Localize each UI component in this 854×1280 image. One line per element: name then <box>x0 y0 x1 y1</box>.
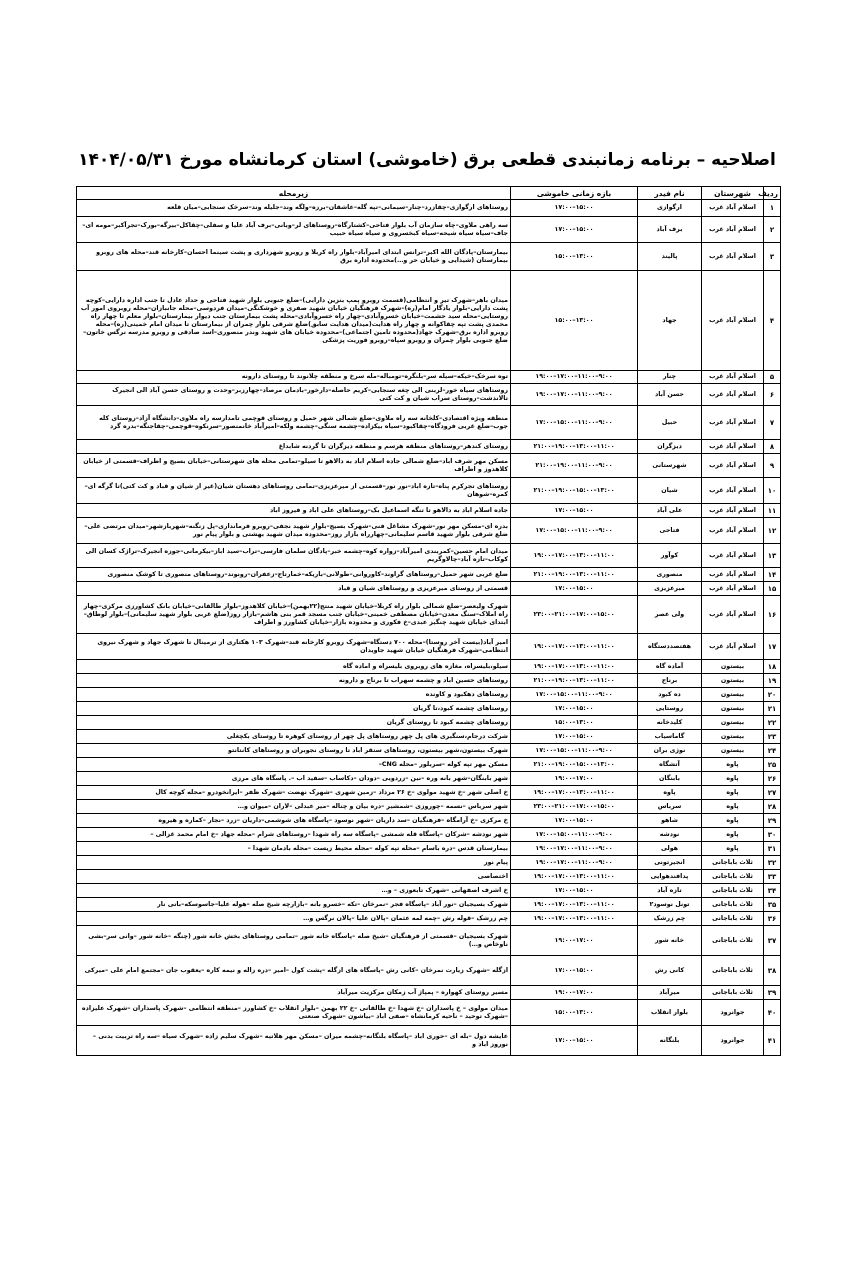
cell-feeder-name: کلیدخانه <box>638 716 702 730</box>
cell-outage-window: ۱۵:۰۰–۱۷:۰۰ <box>511 814 638 828</box>
cell-row-number: ۴ <box>764 271 781 371</box>
cell-feeder-name: حبیل <box>638 406 702 440</box>
cell-feeder-name: میرآباد <box>638 986 702 1000</box>
cell-outage-window: ۱۷:۰۰–۱۹:۰۰ <box>511 926 638 956</box>
cell-feeder-name: میرعزیزی <box>638 582 702 596</box>
cell-areas: میدان امام حسین–کمربندی امیرآباد–زواره کوه–چشمه خبر–پادگان سلمان فارسی–تراب–سید اباز–بیکرمانی–جوزه انجیرک–تراژک کسان الی کوکاب–تازه آباد–چالاوگریم <box>77 544 511 568</box>
cell-feeder-name: پالیند <box>638 243 702 271</box>
cell-areas: توه سرخک–خیکه–سیله سر–بلنگره–تومباله–مله سرخ و منطقه چلانوند تا روستای دارونه <box>77 371 511 384</box>
cell-feeder-name: سرباس <box>638 800 702 814</box>
cell-row-number: ۱۸ <box>764 660 781 674</box>
cell-row-number: ۳۴ <box>764 884 781 898</box>
cell-outage-window: ۱۳:۰۰–۱۵:۰۰ <box>511 1000 638 1026</box>
cell-outage-window: ۹:۰۰–۱۱:۰۰–۱۷:۰۰–۱۹:۰۰ <box>511 856 638 870</box>
cell-county: اسلام آباد غرب <box>702 478 764 504</box>
cell-outage-window: ۹:۰۰–۱۱:۰۰–۱۵:۰۰–۱۷:۰۰ <box>511 406 638 440</box>
cell-outage-window: ۹:۰۰–۱۱:۰۰–۱۵:۰۰–۱۷:۰۰ <box>511 518 638 544</box>
cell-feeder-name: بلنگانه <box>638 1026 702 1056</box>
table-row <box>77 758 781 772</box>
table-row <box>77 912 781 926</box>
cell-feeder-name: چنار <box>638 371 702 384</box>
cell-areas: شرکت درجام،سنگبری های پل چهر روستاهای پل چهر از روستای کوهره تا روستای بکچغلی <box>77 730 511 744</box>
cell-county: جوانرود <box>702 1000 764 1026</box>
table-row <box>77 772 781 786</box>
cell-feeder-name: تازه آباد <box>638 884 702 898</box>
cell-row-number: ۱۹ <box>764 674 781 688</box>
table-row <box>77 730 781 744</box>
cell-outage-window: ۹:۰۰–۱۱:۰۰–۱۹:۰۰–۲۱:۰۰ <box>511 454 638 478</box>
cell-outage-window: ۱۵:۰۰–۱۷:۰۰ <box>511 1026 638 1056</box>
cell-feeder-name: بابنگان <box>638 772 702 786</box>
cell-outage-window: ۱۷:۰۰–۱۹:۰۰ <box>511 772 638 786</box>
cell-areas: جاده اسلام اباد به دالاهو تا تنگه اسماعیل بک–روستاهای علی اباد و فیروز اباد <box>77 504 511 518</box>
cell-row-number: ۱ <box>764 200 781 217</box>
table-row <box>77 856 781 870</box>
cell-county: پاوه <box>702 814 764 828</box>
cell-outage-window: ۱۵:۰۰–۱۷:۰۰ <box>511 504 638 518</box>
cell-feeder-name: چم زرشک <box>638 912 702 926</box>
header-feeder-name: نام فیدر <box>638 187 702 200</box>
cell-row-number: ۳۸ <box>764 956 781 986</box>
cell-outage-window: ۱۵:۰۰–۱۷:۰۰ <box>511 884 638 898</box>
cell-row-number: ۲۷ <box>764 786 781 800</box>
cell-feeder-name: خانه شور <box>638 926 702 956</box>
outage-schedule-table <box>76 186 781 1056</box>
table-row <box>77 384 781 406</box>
cell-county: اسلام آباد غرب <box>702 371 764 384</box>
cell-areas: ضلع غربی شهر حمیل–روستاهای گراوند–کاوروانی–طولانی–باریکه–خمارتاج–زعفران–رونوند–روستاهای منصوری تا کوشک منصوری <box>77 568 511 582</box>
cell-feeder-name: فتاحی <box>638 518 702 544</box>
cell-row-number: ۳۶ <box>764 912 781 926</box>
cell-outage-window: ۱۵:۰۰–۱۷:۰۰ <box>511 582 638 596</box>
cell-row-number: ۱۱ <box>764 504 781 518</box>
table-row <box>77 634 781 660</box>
cell-county: بیستون <box>702 716 764 730</box>
cell-feeder-name: نودشه <box>638 828 702 842</box>
cell-areas: بیمارستان قدس –دره باسام –محله تپه کوله –محله محیط زیست –محله بادمان شهدا – <box>77 842 511 856</box>
cell-row-number: ۴۱ <box>764 1026 781 1056</box>
cell-areas: شهرک بسیجیان –قسمتی از فرهنگیان –شیخ صله –پاسگاه خانه شور –تمامی روستاهای بخش خانه شور (چنگه –خانه شور –وانی سر–بشی ناوخاص و…) <box>77 926 511 956</box>
table-row <box>77 926 781 956</box>
table-header-row <box>77 187 781 200</box>
cell-outage-window: ۱۱:۰۰–۱۳:۰۰–۱۹:۰۰–۲۱:۰۰ <box>511 440 638 454</box>
cell-county: اسلام آباد غرب <box>702 596 764 634</box>
table-row <box>77 371 781 384</box>
table-row <box>77 702 781 716</box>
cell-county: ثلاث باباجانی <box>702 912 764 926</box>
cell-outage-window: ۱۵:۰۰–۱۷:۰۰ <box>511 730 638 744</box>
table-row <box>77 744 781 758</box>
header-row-number: ردیف <box>764 187 781 200</box>
cell-row-number: ۱۷ <box>764 634 781 660</box>
cell-row-number: ۶ <box>764 384 781 406</box>
cell-feeder-name: منصوری <box>638 568 702 582</box>
cell-row-number: ۲۴ <box>764 744 781 758</box>
table-row <box>77 786 781 800</box>
cell-county: پاوه <box>702 758 764 772</box>
cell-row-number: ۳۹ <box>764 986 781 1000</box>
cell-feeder-name: کوآور <box>638 544 702 568</box>
table-row <box>77 544 781 568</box>
table-row <box>77 243 781 271</box>
cell-county: ثلاث باباجانی <box>702 870 764 884</box>
table-row <box>77 217 781 243</box>
cell-feeder-name: شاهو <box>638 814 702 828</box>
cell-feeder-name: هفتصددستگاه <box>638 634 702 660</box>
cell-feeder-name: آتشگاه <box>638 758 702 772</box>
table-row <box>77 200 781 217</box>
cell-feeder-name: ده کبود <box>638 688 702 702</box>
cell-county: اسلام آباد غرب <box>702 504 764 518</box>
cell-areas: مسیر روستای کهواره – پمپاژ آب زمکان مرکزیت میرآباد <box>77 986 511 1000</box>
cell-areas: شهر سرباس –نسمه –چوروزی –شمشیر –دره بیان و چناله –میر عبدلی –لاران –میوان و… <box>77 800 511 814</box>
cell-row-number: ۳۵ <box>764 898 781 912</box>
cell-areas: خ اصلی شهر –خ شهید مولوی –خ ۲۶ مرداد –زمین شهری –شهرک نهضت –شهرک ظفر –ایرانخودرو –محله کوچه کال <box>77 786 511 800</box>
cell-outage-window: ۱۵:۰۰–۱۷:۰۰–۲۱:۰۰–۲۳:۰۰ <box>511 596 638 634</box>
cell-areas: بدره ای–مسکن مهر نور–شهرک مشاغل فنی–شهرک بسیج–بلوار شهید نجفی–روبرو فرمانداری–پل زنگنه–شهربازشهر–میدان مرتضی علی–ضلع شرقی بلوار شهید قاسم سلیمانی–چهارراه بازار روز–محدوده میدان شهید بهشتی و بلوار پیام نور <box>77 518 511 544</box>
cell-row-number: ۲۸ <box>764 800 781 814</box>
table-row <box>77 870 781 884</box>
cell-outage-window: ۹:۰۰–۱۱:۰۰–۱۷:۰۰–۱۹:۰۰ <box>511 371 638 384</box>
cell-outage-window: ۱۱:۰۰–۱۳:۰۰–۱۹:۰۰–۲۱:۰۰ <box>511 674 638 688</box>
table-row <box>77 271 781 371</box>
table-row <box>77 674 781 688</box>
table-row <box>77 688 781 702</box>
cell-outage-window: ۹:۰۰–۱۱:۰۰–۱۷:۰۰–۱۹:۰۰ <box>511 384 638 406</box>
cell-areas: شهر بابنگان–شهر بانه وره –نین –زردویی –دودان –دکاساب –سفید اب –. پاسگاه های مرزی <box>77 772 511 786</box>
cell-county: بیستون <box>702 660 764 674</box>
cell-row-number: ۲۶ <box>764 772 781 786</box>
cell-row-number: ۷ <box>764 406 781 440</box>
table-row <box>77 800 781 814</box>
cell-outage-window: ۱۱:۰۰–۱۳:۰۰–۱۷:۰۰–۱۹:۰۰ <box>511 870 638 884</box>
cell-row-number: ۲ <box>764 217 781 243</box>
cell-feeder-name: برف آباد <box>638 217 702 243</box>
cell-county: ثلاث باباجانی <box>702 956 764 986</box>
cell-row-number: ۳۱ <box>764 842 781 856</box>
table-row <box>77 884 781 898</box>
cell-row-number: ۱۳ <box>764 544 781 568</box>
cell-areas: شهرک بیستون،شهر بیستون، روستاهای سنقر اباد تا روستای نجوبران و روستاهای کانتانتو <box>77 744 511 758</box>
table-row <box>77 898 781 912</box>
table-row <box>77 582 781 596</box>
cell-outage-window: ۹:۰۰–۱۱:۰۰–۱۵:۰۰–۱۷:۰۰ <box>511 688 638 702</box>
cell-county: بیستون <box>702 744 764 758</box>
cell-areas: روستاهای دهکبود و کاونده <box>77 688 511 702</box>
cell-county: اسلام آباد غرب <box>702 384 764 406</box>
cell-county: اسلام آباد غرب <box>702 582 764 596</box>
cell-outage-window: ۹:۰۰–۱۱:۰۰–۱۷:۰۰–۱۹:۰۰ <box>511 842 638 856</box>
cell-row-number: ۹ <box>764 454 781 478</box>
cell-feeder-name: پدافندهوایی <box>638 870 702 884</box>
table-row <box>77 814 781 828</box>
cell-feeder-name: آماده گاه <box>638 660 702 674</box>
cell-county: ثلاث باباجانی <box>702 856 764 870</box>
cell-feeder-name: حسن آباد <box>638 384 702 406</box>
cell-areas: خ اشرف اصفهانی –شهرک تابعوزی – و… <box>77 884 511 898</box>
cell-areas: مسکن مهر شرف اباد–ضلع شمالی جاده اسلام اباد به دالاهو تا سیلو–تمامی محله های شهرستانی–خیابان بسیج و اطراف–قسمتی از خیابان کلاهدوز و اطراف <box>77 454 511 478</box>
cell-feeder-name: دیزگران <box>638 440 702 454</box>
cell-row-number: ۲۰ <box>764 688 781 702</box>
table-row <box>77 1026 781 1056</box>
cell-row-number: ۳۲ <box>764 856 781 870</box>
cell-county: ثلاث باباجانی <box>702 986 764 1000</box>
cell-areas: پیام نور <box>77 856 511 870</box>
cell-outage-window: ۱۱:۰۰–۱۳:۰۰–۱۹:۰۰–۲۱:۰۰ <box>511 568 638 582</box>
cell-areas: سیلو،بلیسراه، مغازه های روبروی بلیسراه و اماده گاه <box>77 660 511 674</box>
cell-county: اسلام آباد غرب <box>702 406 764 440</box>
cell-feeder-name: ولی عصر <box>638 596 702 634</box>
cell-row-number: ۸ <box>764 440 781 454</box>
cell-row-number: ۱۶ <box>764 596 781 634</box>
header-county: شهرستان <box>702 187 764 200</box>
cell-row-number: ۲۹ <box>764 814 781 828</box>
cell-county: اسلام آباد غرب <box>702 634 764 660</box>
cell-areas: روستاهای چشمه کبود تا روستای گریان <box>77 716 511 730</box>
table-row <box>77 828 781 842</box>
cell-row-number: ۱۴ <box>764 568 781 582</box>
cell-county: اسلام آباد غرب <box>702 440 764 454</box>
cell-feeder-name: نوژی بران <box>638 744 702 758</box>
cell-outage-window: ۱۳:۰۰–۱۵:۰۰ <box>511 271 638 371</box>
cell-county: پاوه <box>702 800 764 814</box>
cell-county: پاوه <box>702 772 764 786</box>
cell-row-number: ۲۲ <box>764 716 781 730</box>
cell-feeder-name: کانی رش <box>638 956 702 986</box>
cell-feeder-name: تونل نوسود۲ <box>638 898 702 912</box>
cell-county: اسلام آباد غرب <box>702 518 764 544</box>
cell-areas: میدان باهر–شهرک تیر و انتظامی(قسمت روبرو پمپ بنزین دارایی)–ضلع جنوبی بلوار شهید فتاحی و حداد عادل تا جنب اداره دارایی–کوچه پشت دارایی–بلوار یادگار امام(ره)–شهرک فرهنگیان خیابان شهید صفری و خوشکنگی–میدان فردوسی–محله جانبازان–محله روبروی امور آب روستایی–محله سید حشمت–خیابان خسروآبادی–چهار راه خسروآبادی–محله پشت بیمارستان جنب دیوار بیمارستان–بلوار معلم تا چهار راه محمدی پشت تپه چقاکوانه و چهار راه هدایت(میدان هدایت سابق)ضلع شرقی بلوار چمران از بیمارستان تا میدان امام خمینی(ره)–محله روبرو اداره برق–شهرک جهاد(محدوده تامین اجتماعی)–محدوده خیابان های شهید وندر منصوری–اسد صادقی و روبرو مدرسه نرگس خاتون–ضلع جنوبی بلوار چمران و روبرو سپاه–روبرو فوریت پزشکی <box>77 271 511 371</box>
cell-county: ثلاث باباجانی <box>702 898 764 912</box>
cell-areas: روستاهای ارگوازی–چقازرد–چنار–سیمانی–تپه گله–عاشقان–برزه–ولگه وند–جلیله وند–سرخک سنجابی–میان قلعه <box>77 200 511 217</box>
cell-outage-window: ۱۱:۰۰–۱۳:۰۰–۱۷:۰۰–۱۹:۰۰ <box>511 634 638 660</box>
cell-county: پاوه <box>702 828 764 842</box>
cell-outage-window: ۱۱:۰۰–۱۳:۰۰–۱۷:۰۰–۱۹:۰۰ <box>511 786 638 800</box>
table-row <box>77 842 781 856</box>
cell-row-number: ۳۰ <box>764 828 781 842</box>
cell-areas: شهرک ولیعصر–ضلع شمالی بلوار راه کربلا–خیابان شهید منتج(۲۲بهمن)–خیابان کلاهدوز–بلوار طالقانی–خیابان بانک کشاورزی مرکزی–چهار راه املاک–سنگ معدن–خیابان مصطفی خمینی–خیابان جنب مسجد قمر بنی هاشم–بازار روز(ضلع غربی بلوار شهید سلیمانی)–بلوار لوطاق–ابتدای خیابان شهید چنگیز عبدی–خ فکوری و محدوده بازار–خیابان کشاورز و اطراف <box>77 596 511 634</box>
page-title: اصلاحیه – برنامه زمانبندی قطعی برق (خاموشی) استان کرمانشاه مورخ ۱۴۰۴/۰۵/۳۱ <box>78 150 776 170</box>
cell-areas: امیر آباد(بیست آخر روستا)–محله ۷۰۰ دستگاه–شهرک روبرو کارخانه قند–شهرک ۱۰۳ هکتاری از ترمینال تا شهرک جهاد و شهرک نیروی انتظامی–شهرک فرهنگیان خیابان شهید جاویدان <box>77 634 511 660</box>
cell-outage-window: ۱۱:۰۰–۱۳:۰۰–۱۷:۰۰–۱۹:۰۰ <box>511 898 638 912</box>
cell-outage-window: ۱۵:۰۰–۱۷:۰۰ <box>511 200 638 217</box>
cell-areas: روستای کندهر–روستاهای منطقه هرسم و منطقه دیزگران تا گردنه شابداغ <box>77 440 511 454</box>
cell-feeder-name: جهاد <box>638 271 702 371</box>
cell-areas: سه راهی ملاوی–چاه سازمان آب بلوار فتاحی–کشتارگاه–روستاهای لر–وبانی–برف آباد علیا و سفلی–چقاکل–بیرگه–بورک–تجرآکبر–مومه ای–جاف–سیاه سیاه شیحه–سیاه کبخسروی و سیاه سیاه حبیب <box>77 217 511 243</box>
cell-feeder-name: هولی <box>638 842 702 856</box>
table-row <box>77 596 781 634</box>
cell-areas: روستاهای چشمه کبود،تا گریان <box>77 702 511 716</box>
cell-county: جوانرود <box>702 1026 764 1056</box>
cell-feeder-name: شیان <box>638 478 702 504</box>
cell-row-number: ۲۱ <box>764 702 781 716</box>
cell-feeder-name: بلوار انقلاب <box>638 1000 702 1026</box>
table-row <box>77 440 781 454</box>
cell-row-number: ۲۳ <box>764 730 781 744</box>
cell-county: اسلام آباد غرب <box>702 243 764 271</box>
cell-areas: شهرک بسیجیان –نور آباد –پاسگاه فجر –نمرخان –تکه –خسرو بانه –بازارچه شیخ صله –هوله علیا–جاسوسکه–بانی نار <box>77 898 511 912</box>
cell-outage-window: ۹:۰۰–۱۱:۰۰–۱۵:۰۰–۱۷:۰۰ <box>511 744 638 758</box>
cell-row-number: ۱۰ <box>764 478 781 504</box>
cell-feeder-name: شهرستانی <box>638 454 702 478</box>
cell-county: بیستون <box>702 730 764 744</box>
cell-areas: شهر نودشه –شرکان –پاسگاه قله شمشی –پاسگاه سه راه شهدا –روستاهای شرام –محله جهاد –خ امام محمد غزالی – <box>77 828 511 842</box>
cell-row-number: ۳ <box>764 243 781 271</box>
table-row <box>77 1000 781 1026</box>
cell-county: ثلاث باباجانی <box>702 884 764 898</box>
table-row <box>77 406 781 440</box>
cell-outage-window: ۱۳:۰۰–۱۵:۰۰–۱۹:۰۰–۲۱:۰۰ <box>511 758 638 772</box>
cell-county: پاوه <box>702 786 764 800</box>
header-areas: زیرمحله <box>77 187 511 200</box>
cell-feeder-name: پاوه <box>638 786 702 800</box>
cell-areas: روستاهای حسین اباد و چشمه سهراب تا برناج و دارونه <box>77 674 511 688</box>
cell-areas: منطقه ویژه اقتصادی–کلخانه سه راه ملاوی–ضلع شمالی شهر حمیل و روستای قوچمی تامدارسه راه ملاوی–دانشگاه آزاد–روستای کله جوب–ضلع غربی فرودگاه–چقاکبود–سیاه بیکزاده–چشمه سنگی–چشمه ولکه–امیرآباد خانمنصور–سرنکوه–قوچمی–چقاجنگه–بدره گرد <box>77 406 511 440</box>
cell-areas: عایشه دول –بله ای –حوری اباد –پاسگاه بلنگانه–چشمه میران –مسکن مهر هلاتیه –شهرک سلیم زاده –شهرک سیاه –سه راه تربیت بدنی –نوروز اباد و <box>77 1026 511 1056</box>
cell-outage-window: ۱۳:۰۰–۱۵:۰۰–۱۹:۰۰–۲۱:۰۰ <box>511 478 638 504</box>
cell-county: پاوه <box>702 842 764 856</box>
cell-feeder-name: علی آباد <box>638 504 702 518</box>
table-row <box>77 478 781 504</box>
cell-county: اسلام آباد غرب <box>702 454 764 478</box>
cell-feeder-name: روستایی <box>638 702 702 716</box>
table-row <box>77 660 781 674</box>
cell-areas: قسمتی از روستای میرعزیزی و روستاهای شیان و قباد <box>77 582 511 596</box>
cell-areas: ازگله –شهرک زیارت نمرخان –کانی رش –پاسگاه های ازگله –پشت کول –امیر –دره زاله و نیمه کاره –یعقوب جان –مجتمع امام علی –میرکی <box>77 956 511 986</box>
table-row <box>77 454 781 478</box>
cell-feeder-name: برناج <box>638 674 702 688</box>
cell-outage-window: ۱۱:۰۰–۱۳:۰۰–۱۷:۰۰–۱۹:۰۰ <box>511 912 638 926</box>
cell-outage-window: ۱۵:۰۰–۱۷:۰۰–۲۱:۰۰–۲۳:۰۰ <box>511 800 638 814</box>
cell-areas: اختصاصی <box>77 870 511 884</box>
cell-county: اسلام آباد غرب <box>702 217 764 243</box>
table-row <box>77 986 781 1000</box>
cell-row-number: ۴۰ <box>764 1000 781 1026</box>
cell-outage-window: ۱۱:۰۰–۱۳:۰۰–۱۷:۰۰–۱۹:۰۰ <box>511 544 638 568</box>
cell-county: اسلام آباد غرب <box>702 544 764 568</box>
header-outage-window: بازه زمانی خاموشی <box>511 187 638 200</box>
table-row <box>77 956 781 986</box>
cell-outage-window: ۱۵:۰۰–۱۷:۰۰ <box>511 956 638 986</box>
cell-row-number: ۳۷ <box>764 926 781 956</box>
cell-outage-window: ۱۷:۰۰–۱۹:۰۰ <box>511 986 638 1000</box>
cell-areas: چم زرشک –قوله رش –چمه لمه عثمان –پالان علیا –پالان نرگس و… <box>77 912 511 926</box>
cell-areas: خ مرکزی –خ آرامگاه –فرهنگیان –سد داریان –شهر نوسود –پاسگاه های شوشمی–داریان –زرد –نجار –کماره و هیروه <box>77 814 511 828</box>
cell-feeder-name: انجیرتونی <box>638 856 702 870</box>
cell-areas: روستاهای تجرکرم پناه–تازه اباد–نور نور–قسمتی از میرعزیزی–تمامی روستاهای دهستان شیان(غیر از شیان و قباد و کت کتی)تا گرگه ای–کمره–شوهان <box>77 478 511 504</box>
cell-row-number: ۵ <box>764 371 781 384</box>
table-row <box>77 716 781 730</box>
cell-areas: روستاهای سیاه خور–لربنی الی چغه سنجابی–کریم حاصله–دارخور–بادمان مرصاد–چهارزبر–وحدت و روستای حسن آباد الی انجیرک تالاندشت–روستای سراب شیان و کت کتی <box>77 384 511 406</box>
table-row <box>77 504 781 518</box>
cell-county: بیستون <box>702 702 764 716</box>
cell-areas: میدان مولوی – خ پاسداران –خ شهدا –خ طالقانی –خ ۲۲ بهمن –بلوار انقلاب –خ کشاورز –منطقه انتظامی –شهرک پاسداران –شهرک علیزاده –شهرک توحید – ناحیه کرمانشاه –صفی اباد –بیاشون –شهرک صنعتی <box>77 1000 511 1026</box>
cell-areas: بیمارستان–پادگان الله اکبر–ترانس ابتدای امیرآباد–بلوار راه کربلا و روبرو شهرداری و پشت سینما احسان–کارخانه قند–محله های روبرو بیمارستان (شیدایی و خیابان حر و…)محدوده اداره برق <box>77 243 511 271</box>
cell-row-number: ۱۲ <box>764 518 781 544</box>
cell-row-number: ۳۳ <box>764 870 781 884</box>
cell-areas: مسکن مهر تپه کوله –سربلور –محله CNG– <box>77 758 511 772</box>
table-row <box>77 568 781 582</box>
cell-outage-window: ۹:۰۰–۱۱:۰۰–۱۵:۰۰–۱۷:۰۰ <box>511 828 638 842</box>
cell-outage-window: ۱۳:۰۰–۱۵:۰۰ <box>511 243 638 271</box>
cell-county: بیستون <box>702 688 764 702</box>
cell-outage-window: ۱۳:۰۰–۱۵:۰۰ <box>511 716 638 730</box>
cell-feeder-name: گاماسیاب <box>638 730 702 744</box>
cell-county: اسلام آباد غرب <box>702 200 764 217</box>
cell-county: اسلام آباد غرب <box>702 271 764 371</box>
cell-county: بیستون <box>702 674 764 688</box>
cell-outage-window: ۱۵:۰۰–۱۷:۰۰ <box>511 702 638 716</box>
cell-outage-window: ۱۵:۰۰–۱۷:۰۰ <box>511 217 638 243</box>
cell-row-number: ۱۵ <box>764 582 781 596</box>
cell-outage-window: ۱۱:۰۰–۱۳:۰۰–۱۷:۰۰–۱۹:۰۰ <box>511 660 638 674</box>
table-row <box>77 518 781 544</box>
cell-county: ثلاث باباجانی <box>702 926 764 956</box>
cell-row-number: ۲۵ <box>764 758 781 772</box>
cell-county: اسلام آباد غرب <box>702 568 764 582</box>
cell-feeder-name: ارگوازی <box>638 200 702 217</box>
